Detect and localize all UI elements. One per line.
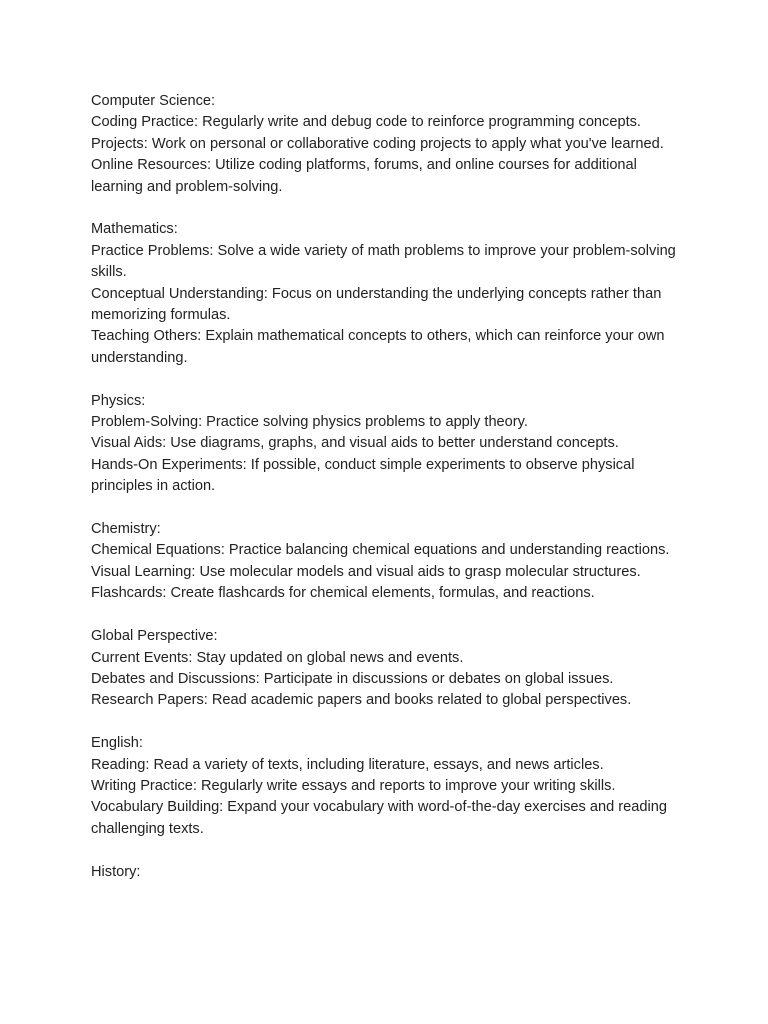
section-title: Chemistry: [91,521,161,538]
tip-line: Research Papers: Read academic papers and books related to global perspectives. [91,692,632,709]
section-title: Global Perspective: [91,628,218,645]
section-computer-science [91,91,691,198]
tip-line: Hands-On Experiments: If possible, conduct simple experiments to observe physical principles in action. [91,456,635,495]
tip-line: Projects: Work on personal or collaborative coding projects to apply what you've learned. [91,135,664,152]
section-chemistry [91,519,691,605]
section-physics [91,391,691,498]
tip-line: Writing Practice: Regularly write essays and reports to improve your writing skills. [91,777,616,794]
tip-line: Reading: Read a variety of texts, including literature, essays, and news articles. [91,756,604,773]
tip-line: Debates and Discussions: Participate in discussions or debates on global issues. [91,670,614,687]
section-mathematics [91,219,691,369]
section-history [91,862,691,883]
section-english [91,733,691,840]
section-title: English: [91,735,143,752]
tip-line: Teaching Others: Explain mathematical concepts to others, which can reinforce your own understanding. [91,328,665,366]
section-global-perspective [91,626,691,712]
tip-line: Conceptual Understanding: Focus on understanding the underlying concepts rather than memorizing formulas. [91,285,662,324]
section-title: Physics: [91,392,146,409]
tip-line: Chemical Equations: Practice balancing chemical equations and understanding reactions. [91,542,670,559]
tip-line: Current Events: Stay updated on global news and events. [91,649,464,666]
tip-line: Flashcards: Create flashcards for chemical elements, formulas, and reactions. [91,585,595,602]
section-title: Mathematics: [91,221,178,238]
tip-line: Visual Learning: Use molecular models and visual aids to grasp molecular structures. [91,563,641,580]
tip-line: Vocabulary Building: Expand your vocabulary with word-of-the-day exercises and reading challenging texts. [91,799,667,837]
tip-line: Problem-Solving: Practice solving physics problems to apply theory. [91,414,528,431]
section-title: Computer Science: [91,93,216,109]
tip-line: Online Resources: Utilize coding platforms, forums, and online courses for additional learning and problem-solving. [91,157,637,195]
tip-line: Visual Aids: Use diagrams, graphs, and visual aids to better understand concepts. [91,435,619,452]
section-title: History: [91,863,141,880]
tip-line: Coding Practice: Regularly write and debug code to reinforce programming concepts. [91,114,641,131]
tip-line: Practice Problems: Solve a wide variety of math problems to improve your problem-solving skills. [91,242,676,281]
document-body [91,91,691,904]
